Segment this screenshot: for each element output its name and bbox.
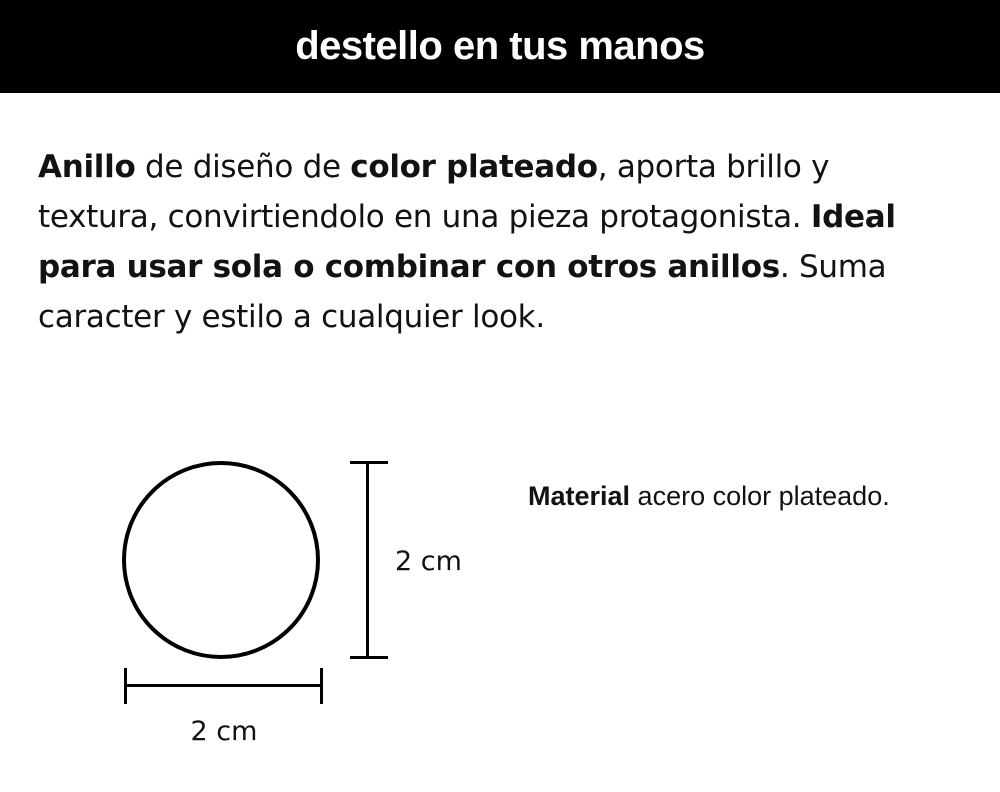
text-run: color plateado	[350, 149, 598, 185]
height-dimension-cap-bottom	[350, 656, 388, 659]
text-run: de diseño de	[135, 149, 351, 185]
text-run: . Suma	[779, 249, 887, 285]
text-run: Material	[528, 481, 631, 511]
material-note	[528, 481, 890, 512]
ring-circle-diagram	[122, 461, 320, 659]
height-dimension-line	[366, 462, 369, 658]
description-paragraph	[38, 142, 968, 342]
header-banner	[0, 0, 1000, 93]
text-run: caracter y estilo a cualquier look.	[38, 299, 545, 335]
height-dimension-label: 2 cm	[395, 546, 462, 577]
width-dimension-line	[126, 684, 322, 687]
width-dimension-cap-right	[320, 668, 323, 704]
width-dimension-label: 2 cm	[190, 716, 258, 747]
description-line-2	[38, 192, 968, 242]
text-run: acero color plateado.	[630, 481, 890, 511]
width-dimension-cap-left	[124, 668, 127, 704]
height-dimension-cap-top	[350, 461, 388, 464]
text-run: Ideal	[810, 199, 896, 235]
description-line-3	[38, 242, 968, 292]
description-line-1	[38, 142, 968, 192]
text-run: textura, convirtiendolo en una pieza protagonista.	[38, 199, 811, 235]
description-line-4	[38, 292, 968, 342]
page-title: destello en tus manos	[295, 24, 705, 68]
text-run: , aporta brillo y	[597, 149, 830, 185]
text-run: para usar sola o combinar con otros anillos	[38, 249, 780, 285]
text-run: Anillo	[38, 149, 136, 185]
